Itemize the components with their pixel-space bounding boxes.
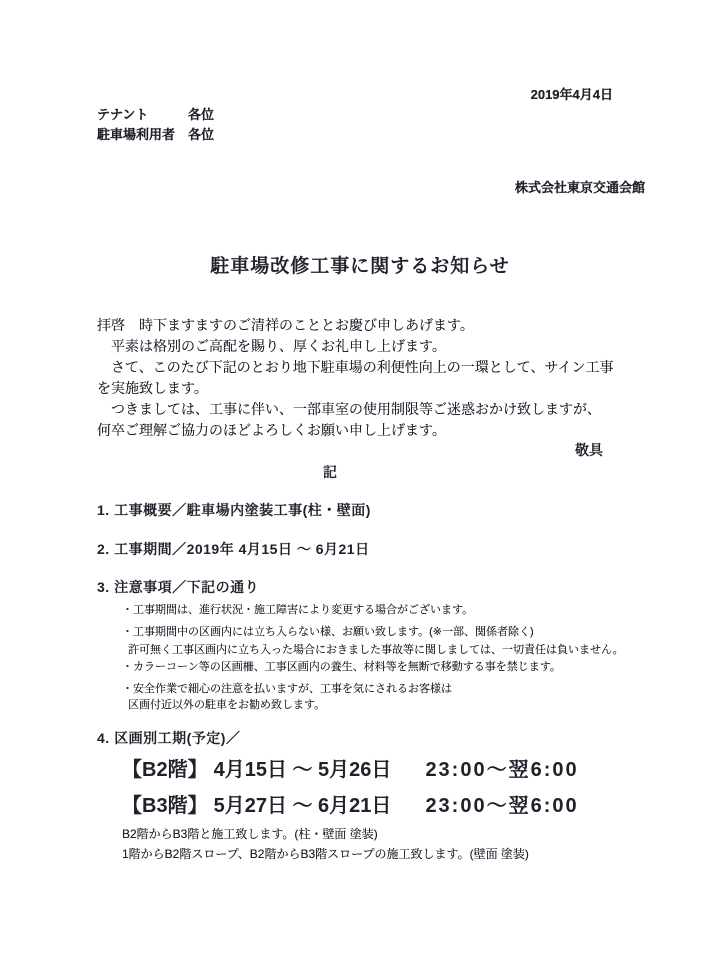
section-2-construction-period: 2. 工事期間／2019年 4月15日 ～ 6月21日 xyxy=(97,541,370,557)
closing-keigu: 敬具 xyxy=(575,442,603,458)
schedule-row-b3 xyxy=(122,789,579,818)
greeting-line-4: を実施致します。 xyxy=(97,380,208,396)
caution-item-4: ・安全作業で細心の注意を払いますが、工事を気にされるお客様は xyxy=(122,683,452,695)
recipient-parking-users-honorific: 各位 xyxy=(188,127,215,142)
schedule-b2-time-range: 23:00～翌6:00 xyxy=(425,759,579,781)
schedule-row-b2 xyxy=(122,753,579,782)
caution-item-2-continued: 許可無く工事区画内に立ち入った場合におきました事故等に関しましては、一切責任は負いません。 xyxy=(128,644,624,656)
recipient-tenant-name: テナント xyxy=(97,107,149,122)
schedule-note-1: B2階からB3階と施工致します。(柱・壁面 塗装) xyxy=(122,827,378,841)
schedule-b3-time-range: 23:00～翌6:00 xyxy=(425,795,579,817)
recipient-tenant xyxy=(97,104,214,123)
section-1-construction-overview: 1. 工事概要／駐車場内塗装工事(柱・壁面) xyxy=(97,502,371,518)
section-3-precautions: 3. 注意事項／下記の通り xyxy=(97,579,260,595)
record-marker-ki: 記 xyxy=(323,464,337,480)
schedule-b2-floor-label: 【B2階】 xyxy=(122,759,208,781)
schedule-note-2: 1階からB2階スロープ、B2階からB3階スロープの施工致します。(壁面 塗装) xyxy=(122,847,529,861)
recipient-parking-users xyxy=(97,124,214,143)
schedule-b3-period: 5月27日 ～ 6月21日 xyxy=(213,795,392,817)
document-date: 2019年4月4日 xyxy=(530,87,613,102)
section-4-schedule-by-area: 4. 区画別工期(予定)／ xyxy=(97,730,241,746)
caution-item-2: ・工事期間中の区画内には立ち入らない様、お願い致します。(※一部、関係者除く) xyxy=(122,626,534,638)
caution-item-3: ・カラーコーン等の区画柵、工事区画内の養生、材料等を無断で移動する事を禁じます。 xyxy=(122,661,561,673)
caution-item-1: ・工事期間は、進行状況・施工障害により変更する場合がございます。 xyxy=(122,604,474,616)
caution-item-4-continued: 区画付近以外の駐車をお勧め致します。 xyxy=(128,699,326,711)
greeting-line-5: つきましては、工事に伴い、一部車室の使用制限等ご迷惑おかけ致しますが、 xyxy=(97,401,601,417)
schedule-b2-period: 4月15日 ～ 5月26日 xyxy=(213,759,392,781)
recipient-parking-users-name: 駐車場利用者 xyxy=(97,127,176,142)
greeting-line-1: 拝啓 時下ますますのご清祥のこととお慶び申しあげます。 xyxy=(97,317,474,333)
greeting-line-3: さて、このたび下記のとおり地下駐車場の利便性向上の一環として、サイン工事 xyxy=(97,359,614,375)
greeting-line-6: 何卒ご理解ご協力のほどよろしくお願い申し上げます。 xyxy=(97,422,446,438)
recipient-tenant-honorific: 各位 xyxy=(188,107,215,122)
greeting-line-2: 平素は格別のご高配を賜り、厚くお礼申し上げます。 xyxy=(97,338,446,354)
sender-company-name: 株式会社東京交通会館 xyxy=(514,180,645,195)
schedule-b3-floor-label: 【B3階】 xyxy=(122,795,208,817)
document-title: 駐車場改修工事に関するお知らせ xyxy=(210,256,510,277)
